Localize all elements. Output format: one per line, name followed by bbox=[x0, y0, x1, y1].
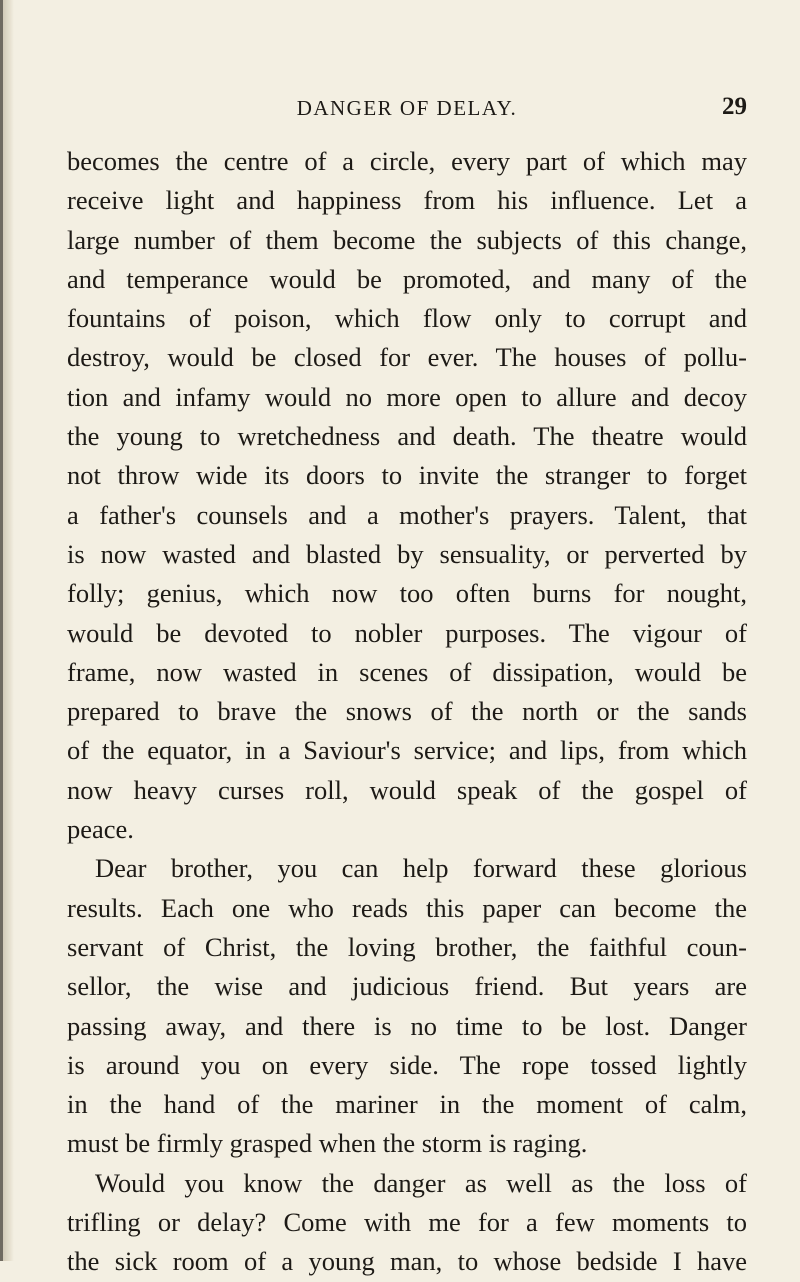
text-line: servant of Christ, the loving brother, the faithful coun- bbox=[67, 931, 747, 962]
text-line: frame, now wasted in scenes of dissipation, would be bbox=[67, 656, 747, 687]
running-head bbox=[67, 93, 747, 130]
text-line: Would you know the danger as well as the loss of bbox=[95, 1167, 747, 1198]
text-line: receive light and happiness from his influence. Let a bbox=[67, 185, 747, 216]
running-title: DANGER OF DELAY. bbox=[296, 96, 518, 120]
page-gutter-edge bbox=[0, 0, 3, 1261]
text-line: fountains of poison, which flow only to corrupt and bbox=[67, 303, 747, 334]
text-line: trifling or delay? Come with me for a few moments to bbox=[67, 1207, 747, 1238]
body-text bbox=[67, 142, 747, 1282]
text-line: not throw wide its doors to invite the stranger to forget bbox=[67, 460, 747, 491]
text-line: is now wasted and blasted by sensuality, or perverted by bbox=[67, 538, 747, 569]
text-line: passing away, and there is no time to be lost. Danger bbox=[67, 1010, 747, 1041]
text-line: sellor, the wise and judicious friend. But years are bbox=[67, 971, 747, 1002]
text-line: the sick room of a young man, to whose bedside I have bbox=[67, 1246, 747, 1277]
text-line: is around you on every side. The rope tossed lightly bbox=[67, 1049, 747, 1080]
text-line: now heavy curses roll, would speak of the gospel of bbox=[67, 774, 747, 805]
text-line: results. Each one who reads this paper can become the bbox=[67, 892, 747, 923]
text-line: large number of them become the subjects of this change, bbox=[67, 224, 747, 255]
text-line: destroy, would be closed for ever. The houses of pollu- bbox=[67, 342, 747, 373]
text-line: in the hand of the mariner in the moment of calm, bbox=[67, 1089, 747, 1120]
text-line: tion and infamy would no more open to allure and decoy bbox=[67, 381, 747, 412]
text-line: peace. bbox=[67, 814, 134, 845]
text-line: must be firmly grasped when the storm is raging. bbox=[67, 1128, 588, 1159]
text-line: becomes the centre of a circle, every part of which may bbox=[67, 146, 747, 176]
page-number: 29 bbox=[722, 93, 747, 120]
text-line: folly; genius, which now too often burns for nought, bbox=[67, 578, 747, 609]
text-line: of the equator, in a Saviour's service; and lips, from which bbox=[67, 735, 747, 766]
text-line: Dear brother, you can help forward these glorious bbox=[95, 853, 747, 884]
text-line: the young to wretchedness and death. The theatre would bbox=[67, 421, 747, 452]
text-line: and temperance would be promoted, and many of the bbox=[67, 263, 747, 294]
text-line: would be devoted to nobler purposes. The vigour of bbox=[67, 617, 747, 648]
text-line: prepared to brave the snows of the north or the sands bbox=[67, 696, 747, 727]
text-line: a father's counsels and a mother's prayers. Talent, that bbox=[67, 499, 747, 530]
